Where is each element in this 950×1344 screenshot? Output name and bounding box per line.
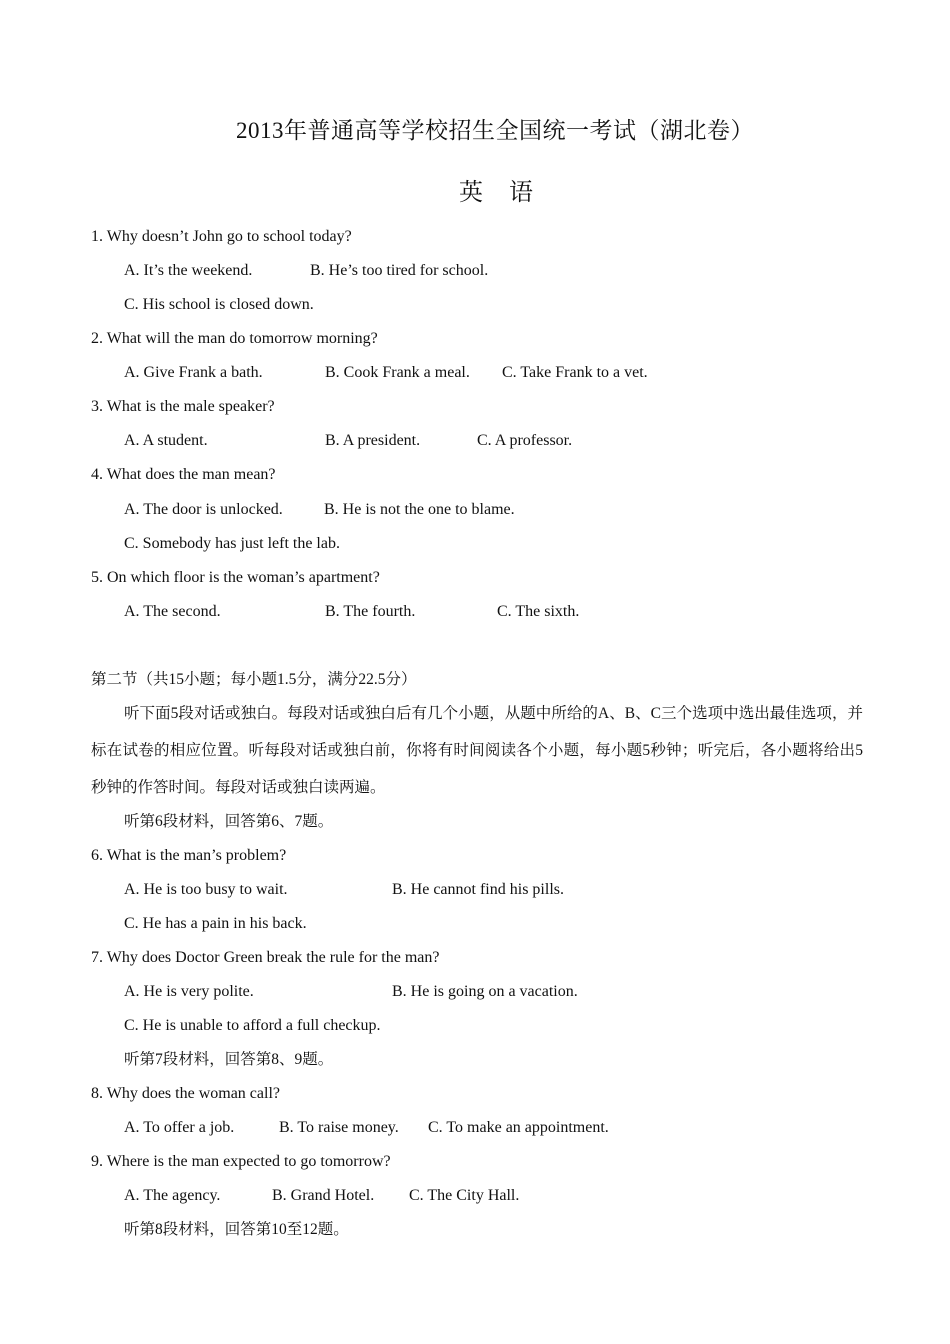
material-7-note: 听第7段材料，回答第8、9题。 xyxy=(124,1051,334,1068)
option-7a: A. He is very polite. xyxy=(124,983,254,1000)
option-2c: C. Take Frank to a vet. xyxy=(502,364,648,381)
material-6-note: 听第6段材料，回答第6、7题。 xyxy=(124,813,334,830)
option-7b: B. He is going on a vacation. xyxy=(392,983,578,1000)
option-4c: C. Somebody has just left the lab. xyxy=(124,535,340,552)
option-3a: A. A student. xyxy=(124,432,208,449)
option-6c: C. He has a pain in his back. xyxy=(124,915,307,932)
material-8-note: 听第8段材料，回答第10至12题。 xyxy=(124,1221,349,1238)
option-2b: B. Cook Frank a meal. xyxy=(325,364,470,381)
option-3b: B. A president. xyxy=(325,432,421,449)
question-4: 4. What does the man mean? xyxy=(91,466,276,483)
question-3: 3. What is the male speaker? xyxy=(91,398,275,415)
option-4a: A. The door is unlocked. xyxy=(124,501,283,518)
option-4b: B. He is not the one to blame. xyxy=(324,501,515,518)
option-1a: A. It’s the weekend. xyxy=(124,262,253,279)
option-8b: B. To raise money. xyxy=(279,1119,399,1136)
exam-title: 2013年普通高等学校招生全国统一考试（湖北卷） xyxy=(236,118,754,143)
option-1c: C. His school is closed down. xyxy=(124,296,314,313)
option-6a: A. He is too busy to wait. xyxy=(124,881,288,898)
question-2: 2. What will the man do tomorrow morning? xyxy=(91,330,378,347)
subject-title: 英 语 xyxy=(459,180,543,206)
option-8c: C. To make an appointment. xyxy=(428,1119,609,1136)
question-5: 5. On which floor is the woman’s apartment? xyxy=(91,569,380,586)
question-7: 7. Why does Doctor Green break the rule for the man? xyxy=(91,949,440,966)
option-3c: C. A professor. xyxy=(477,432,573,449)
option-2a: A. Give Frank a bath. xyxy=(124,364,263,381)
option-1b: B. He’s too tired for school. xyxy=(310,262,489,279)
option-7c: C. He is unable to afford a full checkup. xyxy=(124,1017,381,1034)
section-2-instructions: 听下面5段对话或独白。每段对话或独白后有几个小题，从题中所给的A、B、C三个选项中选出最佳选项，并标在试卷的相应位置。听每段对话或独白前，你将有时间阅读各个小题，每小题5秒钟；听完后，各小题将给出5秒钟的作答时间。每段对话或独白读两遍。 xyxy=(91,705,863,796)
question-8: 8. Why does the woman call? xyxy=(91,1085,280,1102)
option-8a: A. To offer a job. xyxy=(124,1119,235,1136)
option-5b: B. The fourth. xyxy=(325,603,416,620)
option-9a: A. The agency. xyxy=(124,1187,221,1204)
question-1: 1. Why doesn’t John go to school today? xyxy=(91,228,352,245)
question-6: 6. What is the man’s problem? xyxy=(91,847,287,864)
option-5c: C. The sixth. xyxy=(497,603,580,620)
option-6b: B. He cannot find his pills. xyxy=(392,881,564,898)
question-9: 9. Where is the man expected to go tomorrow? xyxy=(91,1153,391,1170)
option-9b: B. Grand Hotel. xyxy=(272,1187,375,1204)
option-5a: A. The second. xyxy=(124,603,221,620)
option-9c: C. The City Hall. xyxy=(409,1187,520,1204)
section-2-heading: 第二节（共15小题；每小题1.5分，满分22.5分） xyxy=(91,671,417,688)
